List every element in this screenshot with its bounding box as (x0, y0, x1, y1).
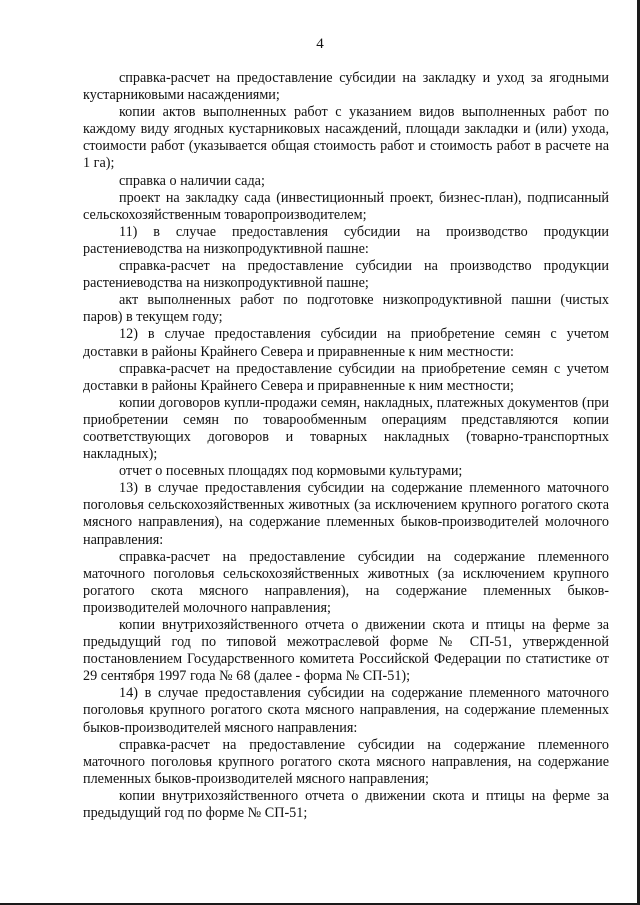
paragraph: справка-расчет на предоставление субсидии на приобретение семян с учетом доставки в районы Крайнего Севера и приравненные к ним местности; (83, 360, 609, 394)
paragraph: справка-расчет на предоставление субсидии на содержание племенного маточного поголовья крупного рогатого скота мясного направления, на содержание племенных быков-производителей мясного направления; (83, 736, 609, 787)
paragraph: копии актов выполненных работ с указанием видов выполненных работ по каждому виду ягодных кустарниковых насаждений, площади закладки и (или) ухода, стоимости работ (указывается общая стоимость работ и стоимость работ в расчете на 1 га); (83, 104, 609, 172)
document-body (83, 70, 609, 822)
paragraph: проект на закладку сада (инвестиционный проект, бизнес-план), подписанный сельскохозяйственным товаропроизводителем; (83, 189, 609, 223)
paragraph: 14) в случае предоставления субсидии на содержание племенного маточного поголовья крупного рогатого скота мясного направления, на содержание племенных быков-производителей мясного направления: (83, 685, 609, 736)
paragraph: 11) в случае предоставления субсидии на производство продукции растениеводства на низкопродуктивной пашне: (83, 223, 609, 257)
paragraph: копии договоров купли-продажи семян, накладных, платежных документов (при приобретении семян по товарообменным операциям представляются копии соответствующих договоров и товарных накладных (товарно-транспортных накладных); (83, 394, 609, 463)
paragraph: отчет о посевных площадях под кормовыми культурами; (119, 463, 463, 480)
paragraph: копии внутрихозяйственного отчета о движении скота и птицы на ферме за предыдущий год по типовой межотраслевой форме № СП-51, утвержденной постановлением Государственного комитета Российской Федерации по статистике от 29 сентября 1997 года № 68 (далее - форма № СП-51); (83, 617, 609, 685)
paragraph: справка-расчет на предоставление субсидии на производство продукции растениеводства на низкопродуктивной пашне; (83, 258, 609, 292)
paragraph: справка-расчет на предоставление субсидии на закладку и уход за ягодными кустарниковыми насаждениями; (83, 70, 609, 104)
paragraph: справка о наличии сада; (119, 172, 265, 189)
paragraph: копии внутрихозяйственного отчета о движении скота и птицы на ферме за предыдущий год по форме № СП-51; (83, 787, 609, 822)
paragraph: справка-расчет на предоставление субсидии на содержание племенного маточного поголовья сельскохозяйственных животных (за исключением крупного рогатого скота мясного направления), на содержание племенных быков-производителей молочного направления; (83, 548, 609, 616)
page-number: 4 (316, 36, 324, 52)
paragraph: акт выполненных работ по подготовке низкопродуктивной пашни (чистых паров) в текущем году; (83, 292, 609, 326)
paragraph: 12) в случае предоставления субсидии на приобретение семян с учетом доставки в районы Крайнего Севера и приравненные к ним местности: (83, 326, 609, 360)
paragraph: 13) в случае предоставления субсидии на содержание племенного маточного поголовья сельскохозяйственных животных (за исключением крупного рогатого скота мясного направления), на содержание племенных быков-производителей молочного направления: (83, 480, 609, 548)
